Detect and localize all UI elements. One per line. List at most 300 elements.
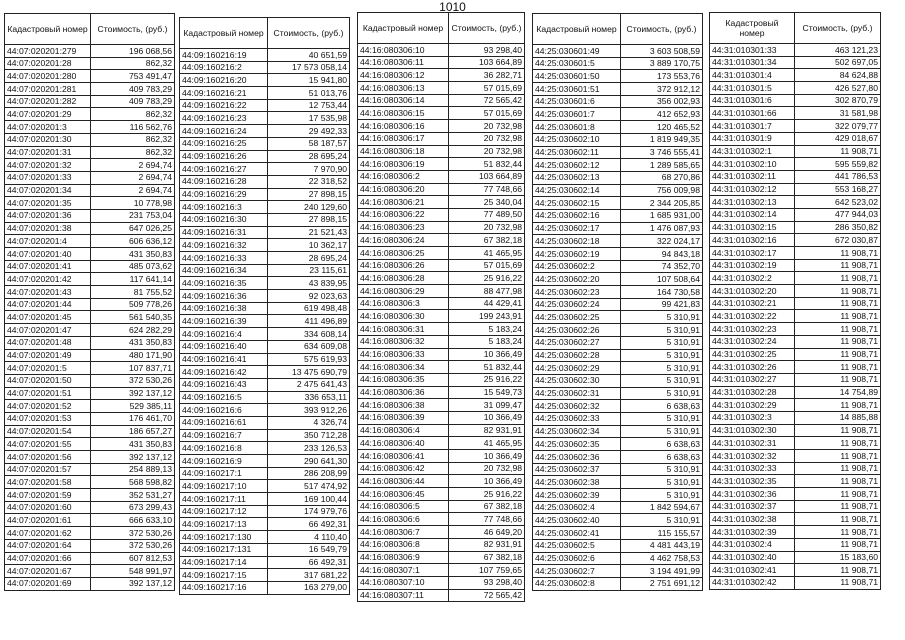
cadastral-number-cell: 44:07:020201:30 (5, 133, 91, 146)
table-row (5, 324, 175, 337)
table-row (180, 150, 350, 163)
cost-cell: 107 759,65 (449, 564, 525, 577)
cost-cell: 606 636,12 (91, 235, 175, 248)
table-row (533, 362, 703, 375)
cadastral-number-cell: 44:07:020201:36 (5, 209, 91, 222)
cost-cell: 862,32 (91, 133, 175, 146)
cadastral-number-cell: 44:25:030602:12 (533, 159, 621, 172)
table-row (180, 518, 350, 531)
cadastral-number-cell: 44:09:160216:38 (180, 302, 268, 315)
table-row (710, 56, 881, 69)
table-row (710, 500, 881, 513)
table-row (710, 221, 881, 234)
table-row (533, 286, 703, 299)
cadastral-number-cell: 44:16:080307:1 (358, 564, 449, 577)
cost-cell: 57 015,69 (449, 107, 525, 120)
cost-cell: 11 908,71 (795, 513, 881, 526)
cost-cell: 11 908,71 (795, 310, 881, 323)
cost-cell: 51 832,44 (449, 361, 525, 374)
cadastral-number-cell: 44:16:080306:15 (358, 107, 449, 120)
cost-cell: 11 908,71 (795, 285, 881, 298)
cost-cell: 290 641,30 (268, 455, 350, 468)
cost-cell: 463 121,23 (795, 44, 881, 57)
cadastral-number-cell: 44:09:160216:36 (180, 290, 268, 303)
cadastral-number-cell: 44:25:030602:14 (533, 184, 621, 197)
table-row (358, 107, 525, 120)
cost-cell: 5 183,24 (449, 323, 525, 336)
cost-cell: 13 475 690,79 (268, 366, 350, 379)
cost-cell: 66 492,31 (268, 518, 350, 531)
header-cost: Стоимость, (руб.) (449, 13, 525, 44)
cadastral-number-cell: 44:31:010301:4 (710, 69, 795, 82)
cadastral-number-cell: 44:25:030601:8 (533, 121, 621, 134)
cost-cell: 11 908,71 (795, 526, 881, 539)
cadastral-number-cell: 44:07:020201:40 (5, 248, 91, 261)
cadastral-number-cell: 44:07:020201:34 (5, 184, 91, 197)
cost-cell: 336 653,11 (268, 391, 350, 404)
cost-cell: 409 783,29 (91, 83, 175, 96)
cadastral-number-cell: 44:25:030602:24 (533, 298, 621, 311)
header-cost: Стоимость, (руб.) (621, 14, 703, 45)
table-row (180, 239, 350, 252)
table-row (5, 235, 175, 248)
cadastral-number-cell: 44:07:020201:48 (5, 336, 91, 349)
cadastral-number-cell: 44:31:010302:24 (710, 335, 795, 348)
table-row (358, 437, 525, 450)
cadastral-number-cell: 44:16:080306:9 (358, 551, 449, 564)
cost-cell: 11 908,71 (795, 437, 881, 450)
cadastral-number-cell: 44:25:030602:6 (533, 552, 621, 565)
cadastral-number-cell: 44:16:080306:29 (358, 285, 449, 298)
cost-cell: 20 732,98 (449, 221, 525, 234)
table-row (5, 184, 175, 197)
header-cadastral-number: Кадастровый номер (533, 14, 621, 45)
cadastral-number-cell: 44:16:080306:11 (358, 56, 449, 69)
table-row (533, 527, 703, 540)
cadastral-number-cell: 44:09:160216:40 (180, 340, 268, 353)
table-row (710, 475, 881, 488)
cadastral-number-cell: 44:09:160217:10 (180, 480, 268, 493)
table-row (533, 451, 703, 464)
cadastral-number-cell: 44:09:160216:22 (180, 99, 268, 112)
table-row (5, 374, 175, 387)
table-row (533, 171, 703, 184)
cost-cell: 11 908,71 (795, 247, 881, 260)
cadastral-number-cell: 44:25:030601:49 (533, 45, 621, 58)
table-row (180, 99, 350, 112)
header-cost: Стоимость, (руб.) (795, 13, 881, 44)
cost-cell: 5 310,91 (621, 412, 703, 425)
cadastral-number-cell: 44:25:030602:34 (533, 425, 621, 438)
cost-cell: 5 310,91 (621, 374, 703, 387)
cost-cell: 372 912,12 (621, 83, 703, 96)
cost-cell: 11 908,71 (795, 259, 881, 272)
table-row (533, 133, 703, 146)
cost-cell: 23 115,61 (268, 264, 350, 277)
cadastral-number-cell: 44:16:080307:10 (358, 576, 449, 589)
cost-cell: 10 778,98 (91, 197, 175, 210)
cadastral-number-cell: 44:25:030601:50 (533, 70, 621, 83)
cost-cell: 2 694,74 (91, 171, 175, 184)
table-row (180, 391, 350, 404)
cost-cell: 77 748,66 (449, 513, 525, 526)
cost-cell: 15 549,73 (449, 386, 525, 399)
table-row (358, 335, 525, 348)
table-row (358, 576, 525, 589)
cadastral-number-cell: 44:07:020201:29 (5, 108, 91, 121)
cost-cell: 10 366,49 (449, 475, 525, 488)
cadastral-number-cell: 44:31:010302:2 (710, 272, 795, 285)
cadastral-number-cell: 44:31:010302:40 (710, 551, 795, 564)
table-row (358, 247, 525, 260)
cost-cell: 1 842 594,67 (621, 501, 703, 514)
cost-cell: 647 026,25 (91, 222, 175, 235)
cadastral-number-cell: 44:16:080306:21 (358, 196, 449, 209)
table-row (710, 247, 881, 260)
table-row (533, 197, 703, 210)
cadastral-number-cell: 44:16:080306:32 (358, 335, 449, 348)
table-row (180, 455, 350, 468)
cost-cell: 21 521,43 (268, 226, 350, 239)
table-row (358, 551, 525, 564)
table-row (533, 45, 703, 58)
table-row (358, 196, 525, 209)
cadastral-number-cell: 44:25:030602:41 (533, 527, 621, 540)
cadastral-number-cell: 44:31:010302:39 (710, 526, 795, 539)
cost-cell: 11 908,71 (795, 500, 881, 513)
cost-cell: 51 013,76 (268, 87, 350, 100)
table-row (358, 44, 525, 57)
table-row (710, 285, 881, 298)
table-row (533, 57, 703, 70)
table-row (358, 297, 525, 310)
cost-cell: 25 916,22 (449, 488, 525, 501)
cadastral-number-cell: 44:31:010301:6 (710, 94, 795, 107)
table-row (358, 386, 525, 399)
table-row (358, 424, 525, 437)
cost-cell: 68 270,86 (621, 171, 703, 184)
cadastral-number-cell: 44:25:030602:37 (533, 463, 621, 476)
table-row (358, 564, 525, 577)
table-row (5, 501, 175, 514)
cost-cell: 176 461,70 (91, 412, 175, 425)
table-row (533, 539, 703, 552)
cadastral-number-cell: 44:16:080306:28 (358, 272, 449, 285)
table-row (358, 208, 525, 221)
table-row (5, 95, 175, 108)
table-row (5, 286, 175, 299)
cost-cell: 673 299,43 (91, 501, 175, 514)
cadastral-number-cell: 44:25:030601:6 (533, 95, 621, 108)
cadastral-number-cell: 44:07:020201:62 (5, 527, 91, 540)
cost-cell: 426 527,80 (795, 82, 881, 95)
table-row (358, 259, 525, 272)
cadastral-number-cell: 44:25:030602:25 (533, 311, 621, 324)
cadastral-number-cell: 44:09:160216:4 (180, 328, 268, 341)
table-row (358, 475, 525, 488)
table-row (358, 323, 525, 336)
cost-cell: 20 732,98 (449, 145, 525, 158)
table-row (533, 95, 703, 108)
cost-cell: 10 362,17 (268, 239, 350, 252)
cadastral-number-cell: 44:09:160216:9 (180, 455, 268, 468)
table-row (533, 235, 703, 248)
cost-cell: 173 553,76 (621, 70, 703, 83)
cost-cell: 58 187,57 (268, 137, 350, 150)
table-row (533, 83, 703, 96)
cadastral-number-cell: 44:09:160216:24 (180, 125, 268, 138)
table-row (180, 505, 350, 518)
cost-cell: 77 489,50 (449, 208, 525, 221)
cadastral-number-cell: 44:25:030602:8 (533, 577, 621, 590)
cost-cell: 11 908,71 (795, 576, 881, 589)
cadastral-number-cell: 44:16:080306:2 (358, 170, 449, 183)
table-row (5, 222, 175, 235)
cadastral-number-cell: 44:09:160216:33 (180, 252, 268, 265)
cost-cell: 11 908,71 (795, 361, 881, 374)
table-row (710, 526, 881, 539)
table-row (710, 335, 881, 348)
cadastral-number-cell: 44:07:020201:64 (5, 539, 91, 552)
cadastral-number-cell: 44:31:010302:10 (710, 158, 795, 171)
header-cadastral-number: Кадастровый номер (710, 13, 795, 44)
cadastral-number-cell: 44:31:010302:21 (710, 297, 795, 310)
cost-cell: 642 523,02 (795, 196, 881, 209)
cadastral-number-cell: 44:07:020201:38 (5, 222, 91, 235)
cost-cell: 286 350,82 (795, 221, 881, 234)
cadastral-number-cell: 44:31:010302:1 (710, 145, 795, 158)
cadastral-number-cell: 44:31:010302:41 (710, 564, 795, 577)
cost-cell: 317 681,22 (268, 569, 350, 582)
cost-cell: 672 030,87 (795, 234, 881, 247)
cadastral-number-cell: 44:09:160216:30 (180, 213, 268, 226)
table-row (710, 576, 881, 589)
table-row (5, 451, 175, 464)
table-row (533, 577, 703, 590)
cost-cell: 352 531,27 (91, 489, 175, 502)
table-row (180, 366, 350, 379)
cadastral-number-cell: 44:25:030602:23 (533, 286, 621, 299)
cost-cell: 10 366,49 (449, 411, 525, 424)
table-row (533, 476, 703, 489)
cadastral-table-5 (709, 12, 881, 590)
cadastral-number-cell: 44:07:020201:279 (5, 45, 91, 58)
table-row (180, 61, 350, 74)
cadastral-number-cell: 44:07:020201:56 (5, 451, 91, 464)
page-number: 1010 (439, 0, 466, 14)
table-row (180, 429, 350, 442)
table-row (358, 145, 525, 158)
cadastral-number-cell: 44:07:020201:66 (5, 552, 91, 565)
cost-cell: 2 694,74 (91, 159, 175, 172)
table-row (5, 133, 175, 146)
cadastral-number-cell: 44:16:080306:22 (358, 208, 449, 221)
table-row (533, 108, 703, 121)
cadastral-number-cell: 44:07:020201:3 (5, 121, 91, 134)
cost-cell: 5 310,91 (621, 311, 703, 324)
cadastral-number-cell: 44:07:020201:44 (5, 298, 91, 311)
cost-cell: 233 126,53 (268, 442, 350, 455)
cadastral-number-cell: 44:16:080306:4 (358, 424, 449, 437)
cost-cell: 25 916,22 (449, 272, 525, 285)
cadastral-number-cell: 44:25:030602:27 (533, 336, 621, 349)
cadastral-number-cell: 44:09:160216:2 (180, 61, 268, 74)
cadastral-number-cell: 44:31:010302:36 (710, 488, 795, 501)
cadastral-number-cell: 44:31:010302:31 (710, 437, 795, 450)
cost-cell: 5 310,91 (621, 476, 703, 489)
table-row (710, 234, 881, 247)
table-row (180, 480, 350, 493)
table-row (358, 399, 525, 412)
cost-cell: 14 754,89 (795, 386, 881, 399)
cadastral-number-cell: 44:31:010302:12 (710, 183, 795, 196)
cost-cell: 99 421,83 (621, 298, 703, 311)
cost-cell: 10 366,49 (449, 450, 525, 463)
cost-cell: 862,32 (91, 108, 175, 121)
table-row (710, 386, 881, 399)
table-row (710, 361, 881, 374)
cost-cell: 862,32 (91, 146, 175, 159)
table-row (358, 285, 525, 298)
cadastral-number-cell: 44:09:160216:31 (180, 226, 268, 239)
cadastral-number-cell: 44:09:160216:27 (180, 163, 268, 176)
cadastral-number-cell: 44:09:160216:32 (180, 239, 268, 252)
table-row (5, 349, 175, 362)
cost-cell: 92 023,63 (268, 290, 350, 303)
cadastral-number-cell: 44:16:080306:17 (358, 132, 449, 145)
table-row (533, 146, 703, 159)
table-row (710, 513, 881, 526)
cadastral-number-cell: 44:07:020201:52 (5, 400, 91, 413)
table-row (180, 328, 350, 341)
cadastral-number-cell: 44:16:080306:31 (358, 323, 449, 336)
cadastral-number-cell: 44:09:160216:28 (180, 175, 268, 188)
table-row (533, 324, 703, 337)
cadastral-number-cell: 44:09:160217:16 (180, 581, 268, 594)
cadastral-number-cell: 44:25:030602:29 (533, 362, 621, 375)
cost-cell: 1 685 931,00 (621, 209, 703, 222)
cadastral-number-cell: 44:31:010301:5 (710, 82, 795, 95)
table-row (358, 513, 525, 526)
table-row (180, 213, 350, 226)
cadastral-number-cell: 44:16:080306:16 (358, 120, 449, 133)
cadastral-number-cell: 44:09:160217:12 (180, 505, 268, 518)
cost-cell: 356 002,93 (621, 95, 703, 108)
table-row (5, 248, 175, 261)
cadastral-number-cell: 44:25:030601:7 (533, 108, 621, 121)
cadastral-number-cell: 44:16:080306:10 (358, 44, 449, 57)
table-row (358, 589, 525, 602)
cadastral-number-cell: 44:09:160216:39 (180, 315, 268, 328)
table-row (180, 467, 350, 480)
table-row (5, 57, 175, 70)
cost-cell: 196 068,56 (91, 45, 175, 58)
cost-cell: 529 385,11 (91, 400, 175, 413)
cadastral-number-cell: 44:07:020201:67 (5, 565, 91, 578)
table-row (533, 514, 703, 527)
table-row (5, 387, 175, 400)
cadastral-number-cell: 44:16:080306:30 (358, 310, 449, 323)
cadastral-table-1 (4, 13, 175, 591)
cost-cell: 1 476 087,93 (621, 222, 703, 235)
cadastral-number-cell: 44:07:020201:32 (5, 159, 91, 172)
cadastral-number-cell: 44:07:020201:69 (5, 577, 91, 590)
cadastral-number-cell: 44:16:080306:14 (358, 94, 449, 107)
cost-cell: 372 530,26 (91, 374, 175, 387)
cost-cell: 103 664,89 (449, 170, 525, 183)
cadastral-number-cell: 44:31:010302:42 (710, 576, 795, 589)
table-row (5, 489, 175, 502)
table-row (533, 425, 703, 438)
table-row (5, 336, 175, 349)
cadastral-number-cell: 44:31:010302:33 (710, 462, 795, 475)
table-row (180, 340, 350, 353)
cost-cell: 174 979,76 (268, 505, 350, 518)
cadastral-number-cell: 44:31:010301:33 (710, 44, 795, 57)
cost-cell: 5 310,91 (621, 425, 703, 438)
table-row (533, 501, 703, 514)
table-row (710, 450, 881, 463)
cost-cell: 2 694,74 (91, 184, 175, 197)
table-row (710, 183, 881, 196)
cadastral-number-cell: 44:16:080306:33 (358, 348, 449, 361)
cadastral-number-cell: 44:25:030602:13 (533, 171, 621, 184)
cadastral-number-cell: 44:16:080306:25 (358, 247, 449, 260)
table-row (180, 543, 350, 556)
cadastral-number-cell: 44:07:020201:61 (5, 514, 91, 527)
cost-cell: 392 137,12 (91, 577, 175, 590)
cost-cell: 17 573 058,14 (268, 61, 350, 74)
cost-cell: 240 129,60 (268, 201, 350, 214)
table-row (710, 399, 881, 412)
cost-cell: 595 559,82 (795, 158, 881, 171)
cadastral-number-cell: 44:25:030602:31 (533, 387, 621, 400)
cadastral-number-cell: 44:31:010302:19 (710, 259, 795, 272)
cadastral-number-cell: 44:07:020201:4 (5, 235, 91, 248)
table-row (180, 493, 350, 506)
table-row (710, 196, 881, 209)
cost-cell: 103 664,89 (449, 56, 525, 69)
cost-cell: 115 155,57 (621, 527, 703, 540)
cadastral-number-cell: 44:09:160216:61 (180, 416, 268, 429)
cost-cell: 120 465,52 (621, 121, 703, 134)
cadastral-number-cell: 44:31:010302:30 (710, 424, 795, 437)
table-row (5, 565, 175, 578)
cadastral-number-cell: 44:25:030601:51 (533, 83, 621, 96)
cost-cell: 11 908,71 (795, 450, 881, 463)
cadastral-number-cell: 44:07:020201:5 (5, 362, 91, 375)
cost-cell: 2 475 641,43 (268, 378, 350, 391)
cadastral-number-cell: 44:31:010301:34 (710, 56, 795, 69)
cost-cell: 36 282,71 (449, 69, 525, 82)
table-row (5, 463, 175, 476)
table-row (358, 526, 525, 539)
header-cost: Стоимость, (руб.) (91, 14, 175, 45)
table-row (180, 404, 350, 417)
cadastral-number-cell: 44:09:160216:34 (180, 264, 268, 277)
table-row (5, 362, 175, 375)
header-cadastral-number: Кадастровый номер (358, 13, 449, 44)
cost-cell: 107 837,71 (91, 362, 175, 375)
table-row (358, 132, 525, 145)
cadastral-number-cell: 44:07:020201:35 (5, 197, 91, 210)
cadastral-number-cell: 44:25:030602:20 (533, 273, 621, 286)
cadastral-number-cell: 44:31:010302:16 (710, 234, 795, 247)
table-row (358, 158, 525, 171)
cadastral-number-cell: 44:25:030602:10 (533, 133, 621, 146)
cadastral-number-cell: 44:25:030602:36 (533, 451, 621, 464)
cost-cell: 40 651,59 (268, 49, 350, 62)
